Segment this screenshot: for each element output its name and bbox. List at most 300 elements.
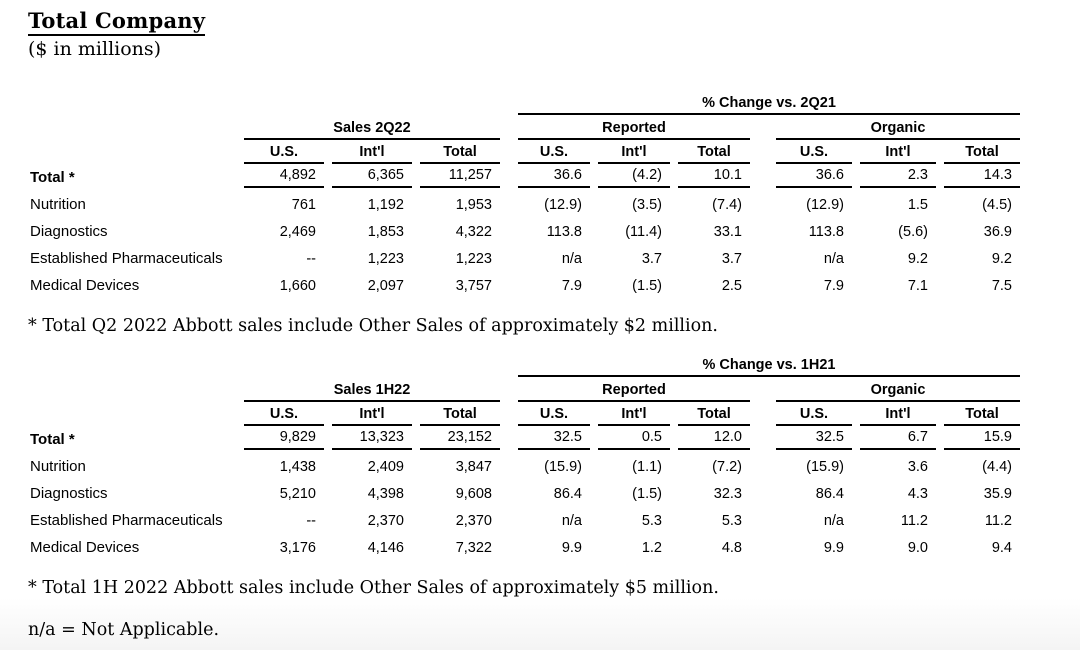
group-gap xyxy=(754,377,772,402)
group-gap xyxy=(504,453,514,480)
group-gap xyxy=(754,245,772,272)
group-gap xyxy=(754,115,772,140)
cell-value: 11,257 xyxy=(420,167,500,188)
cell-value: 32.5 xyxy=(518,429,590,450)
table-cell xyxy=(416,245,504,272)
table-cell xyxy=(772,453,856,480)
table-cell xyxy=(594,453,674,480)
table-cell xyxy=(240,245,328,272)
cell-value: 3.7 xyxy=(641,250,662,267)
footnote-q2-other-sales: * Total Q2 2022 Abbott sales include Other Sales of approximately $2 million. xyxy=(28,316,718,336)
cell-value: 23,152 xyxy=(420,429,500,450)
table-cell xyxy=(772,480,856,507)
cell-value: 3.7 xyxy=(721,250,742,267)
cell-value: 15.9 xyxy=(944,429,1020,450)
cell-value: (15.9) xyxy=(806,458,844,475)
row-label: Medical Devices xyxy=(30,277,140,294)
sales-table-1h22-grid xyxy=(30,356,1024,561)
group-gap xyxy=(754,480,772,507)
table-cell xyxy=(328,164,416,191)
table-cell xyxy=(856,191,940,218)
table-row xyxy=(30,507,1024,534)
cell-value: 0.5 xyxy=(598,429,670,450)
cell-value: 7.1 xyxy=(907,277,928,294)
column-header: Int'l xyxy=(598,406,670,426)
table-cell xyxy=(772,534,856,561)
cell-value: (3.5) xyxy=(632,196,662,213)
table-cell xyxy=(940,191,1024,218)
table-cell xyxy=(594,272,674,299)
footnote-1h-other-sales: * Total 1H 2022 Abbott sales include Other Sales of approximately $5 million. xyxy=(28,578,719,598)
table-cell xyxy=(594,426,674,453)
table-row xyxy=(30,164,1024,191)
table-row xyxy=(30,534,1024,561)
table-cell xyxy=(856,426,940,453)
group-gap xyxy=(754,164,772,191)
table-cell xyxy=(856,453,940,480)
table-cell xyxy=(772,402,856,426)
table-cell xyxy=(772,507,856,534)
row-label-spacer xyxy=(30,94,240,115)
cell-value: (1.5) xyxy=(632,277,662,294)
cell-value: (15.9) xyxy=(544,458,582,475)
group-gap xyxy=(754,272,772,299)
column-header: Total xyxy=(944,144,1020,164)
cell-value: (1.5) xyxy=(632,485,662,502)
cell-value: 11.2 xyxy=(900,512,928,529)
table-cell xyxy=(594,507,674,534)
cell-value: 2.5 xyxy=(721,277,742,294)
cell-value: 7.5 xyxy=(991,277,1012,294)
cell-value: 14.3 xyxy=(944,167,1020,188)
cell-value: (7.4) xyxy=(712,196,742,213)
cell-value: 4.8 xyxy=(721,539,742,556)
row-label-spacer xyxy=(30,115,240,140)
table-cell xyxy=(416,453,504,480)
row-label: Diagnostics xyxy=(30,223,108,240)
table-cell xyxy=(940,245,1024,272)
cell-value: 1,660 xyxy=(279,277,316,294)
cell-value: 2,097 xyxy=(367,277,404,294)
row-label: Diagnostics xyxy=(30,485,108,502)
group-gap xyxy=(504,480,514,507)
table-cell xyxy=(514,507,594,534)
cell-value: 1,223 xyxy=(455,250,492,267)
table-cell xyxy=(856,140,940,164)
row-label-cell xyxy=(30,164,240,191)
table-cell xyxy=(594,218,674,245)
table-cell xyxy=(674,272,754,299)
cell-value: (1.1) xyxy=(632,458,662,475)
table-cell xyxy=(856,534,940,561)
cell-value: 2,370 xyxy=(455,512,492,529)
column-header: Total xyxy=(420,406,500,426)
table-cell xyxy=(514,218,594,245)
change-vs-header: % Change vs. 2Q21 xyxy=(518,95,1020,115)
table-cell xyxy=(856,480,940,507)
cell-value: (12.9) xyxy=(544,196,582,213)
table-cell xyxy=(328,534,416,561)
cell-value: (4.5) xyxy=(982,196,1012,213)
column-header: U.S. xyxy=(518,144,590,164)
cell-value: 9.2 xyxy=(991,250,1012,267)
table-cell xyxy=(328,140,416,164)
cell-value: 1,223 xyxy=(367,250,404,267)
cell-value: 9.2 xyxy=(907,250,928,267)
cell-value: 13,323 xyxy=(332,429,412,450)
organic-group-header: Organic xyxy=(776,120,1020,140)
table-cell xyxy=(514,245,594,272)
cell-value: 10.1 xyxy=(678,167,750,188)
column-header: U.S. xyxy=(244,406,324,426)
cell-value: (4.4) xyxy=(982,458,1012,475)
cell-value: 9,829 xyxy=(244,429,324,450)
sales-table-2q22 xyxy=(30,94,1024,299)
table-cell xyxy=(674,480,754,507)
table-cell xyxy=(772,218,856,245)
cell-value: 32.3 xyxy=(713,485,742,502)
table-cell xyxy=(514,94,1024,115)
table-cell xyxy=(416,272,504,299)
table-row xyxy=(30,453,1024,480)
table-cell xyxy=(514,402,594,426)
table-cell xyxy=(856,507,940,534)
row-label-spacer xyxy=(30,356,240,377)
row-label: Medical Devices xyxy=(30,539,140,556)
cell-value: 113.8 xyxy=(808,223,844,240)
row-label-spacer xyxy=(30,377,240,402)
table-cell xyxy=(416,426,504,453)
cell-value: 113.8 xyxy=(546,223,582,240)
table-cell xyxy=(416,218,504,245)
group-gap xyxy=(504,272,514,299)
group-gap xyxy=(504,534,514,561)
table-cell xyxy=(856,402,940,426)
row-label-cell xyxy=(30,453,240,480)
cell-value: 2,370 xyxy=(367,512,404,529)
column-header: Total xyxy=(678,406,750,426)
table-cell xyxy=(772,272,856,299)
table-cell xyxy=(772,140,856,164)
table-cell xyxy=(674,218,754,245)
row-label-spacer xyxy=(30,140,240,164)
sales-period-header: Sales 1H22 xyxy=(244,382,500,402)
table-cell xyxy=(416,534,504,561)
group-gap xyxy=(754,140,772,164)
cell-value: 5.3 xyxy=(721,512,742,529)
table-cell xyxy=(772,245,856,272)
cell-value: 9.9 xyxy=(561,539,582,556)
table-cell xyxy=(240,426,328,453)
group-gap xyxy=(754,507,772,534)
table-cell xyxy=(674,453,754,480)
table-cell xyxy=(940,480,1024,507)
table-cell xyxy=(856,218,940,245)
table-cell xyxy=(328,272,416,299)
table-cell xyxy=(416,164,504,191)
page-subtitle: ($ in millions) xyxy=(28,38,162,60)
cell-value: 11.2 xyxy=(984,512,1012,529)
table-cell xyxy=(514,426,594,453)
table-cell xyxy=(328,191,416,218)
table-cell xyxy=(240,402,328,426)
cell-value: 36.6 xyxy=(776,167,852,188)
table-cell xyxy=(514,191,594,218)
cell-value: 9,608 xyxy=(455,485,492,502)
cell-value: 36.9 xyxy=(983,223,1012,240)
column-header: Int'l xyxy=(860,144,936,164)
table-cell xyxy=(594,245,674,272)
cell-value: 3.6 xyxy=(907,458,928,475)
row-label: Established Pharmaceuticals xyxy=(30,512,223,529)
table-cell xyxy=(940,164,1024,191)
cell-value: 33.1 xyxy=(713,223,742,240)
cell-value: (11.4) xyxy=(625,223,662,240)
sales-group-spacer xyxy=(240,94,504,115)
table-cell xyxy=(674,402,754,426)
table-cell xyxy=(328,453,416,480)
cell-value: 4,146 xyxy=(367,539,404,556)
table-cell xyxy=(856,245,940,272)
table-cell xyxy=(940,534,1024,561)
table-cell xyxy=(514,377,754,402)
table-cell xyxy=(594,402,674,426)
cell-value: (12.9) xyxy=(806,196,844,213)
column-header: Int'l xyxy=(860,406,936,426)
cell-value: 1,192 xyxy=(367,196,404,213)
cell-value: 86.4 xyxy=(815,485,844,502)
group-gap xyxy=(754,218,772,245)
table-cell xyxy=(772,191,856,218)
cell-value: 7.9 xyxy=(561,277,582,294)
cell-value: 32.5 xyxy=(776,429,852,450)
row-label-cell xyxy=(30,480,240,507)
table-row xyxy=(30,245,1024,272)
change-vs-header: % Change vs. 1H21 xyxy=(518,357,1020,377)
table-cell xyxy=(240,377,504,402)
table-cell xyxy=(328,426,416,453)
cell-value: n/a xyxy=(561,512,582,529)
cell-value: 4,892 xyxy=(244,167,324,188)
group-gap xyxy=(504,115,514,140)
column-header: U.S. xyxy=(244,144,324,164)
table-cell xyxy=(514,164,594,191)
column-header: U.S. xyxy=(776,406,852,426)
group-gap xyxy=(504,402,514,426)
organic-group-header: Organic xyxy=(776,382,1020,402)
table-cell xyxy=(240,115,504,140)
cell-value: 35.9 xyxy=(983,485,1012,502)
table-cell xyxy=(416,191,504,218)
table-cell xyxy=(594,164,674,191)
cell-value: n/a xyxy=(823,250,844,267)
sales-group-spacer xyxy=(240,356,504,377)
group-gap xyxy=(504,191,514,218)
table-cell xyxy=(674,534,754,561)
row-label: Total * xyxy=(30,169,75,186)
cell-value: 4,322 xyxy=(455,223,492,240)
cell-value: 5,210 xyxy=(279,485,316,502)
table-cell xyxy=(328,218,416,245)
cell-value: 7.9 xyxy=(823,277,844,294)
table-cell xyxy=(674,426,754,453)
table-cell xyxy=(674,140,754,164)
group-gap xyxy=(504,507,514,534)
cell-value: 3,757 xyxy=(455,277,492,294)
group-gap xyxy=(504,140,514,164)
column-header: Int'l xyxy=(332,144,412,164)
table-cell xyxy=(240,164,328,191)
cell-value: -- xyxy=(306,250,316,267)
group-gap xyxy=(754,426,772,453)
table-cell xyxy=(240,218,328,245)
table-cell xyxy=(514,534,594,561)
table-cell xyxy=(940,140,1024,164)
table-cell xyxy=(772,115,1024,140)
table-cell xyxy=(514,140,594,164)
row-label-cell xyxy=(30,191,240,218)
table-cell xyxy=(328,245,416,272)
cell-value: 12.0 xyxy=(678,429,750,450)
group-gap xyxy=(504,377,514,402)
row-label-cell xyxy=(30,507,240,534)
table-cell xyxy=(416,507,504,534)
row-label: Established Pharmaceuticals xyxy=(30,250,223,267)
cell-value: 9.9 xyxy=(823,539,844,556)
table-cell xyxy=(514,272,594,299)
reported-group-header: Reported xyxy=(518,120,750,140)
column-header: Int'l xyxy=(332,406,412,426)
sales-table-2q22-grid xyxy=(30,94,1024,299)
group-gap xyxy=(504,164,514,191)
sales-period-header: Sales 2Q22 xyxy=(244,120,500,140)
table-cell xyxy=(416,140,504,164)
cell-value: 9.4 xyxy=(991,539,1012,556)
table-cell xyxy=(328,507,416,534)
table-cell xyxy=(240,480,328,507)
column-header: Total xyxy=(944,406,1020,426)
table-cell xyxy=(514,453,594,480)
cell-value: 2,409 xyxy=(367,458,404,475)
table-row xyxy=(30,218,1024,245)
table-cell xyxy=(940,426,1024,453)
table-cell xyxy=(940,402,1024,426)
table-cell xyxy=(514,480,594,507)
cell-value: 5.3 xyxy=(641,512,662,529)
cell-value: (5.6) xyxy=(898,223,928,240)
column-header: Total xyxy=(420,144,500,164)
table-row xyxy=(30,191,1024,218)
table-cell xyxy=(328,402,416,426)
table-cell xyxy=(940,272,1024,299)
table-cell xyxy=(674,507,754,534)
row-label: Total * xyxy=(30,431,75,448)
group-gap xyxy=(504,94,514,115)
cell-value: 2,469 xyxy=(279,223,316,240)
group-gap xyxy=(754,402,772,426)
row-label-spacer xyxy=(30,402,240,426)
table-cell xyxy=(856,272,940,299)
table-cell xyxy=(772,164,856,191)
table-cell xyxy=(328,480,416,507)
table-cell xyxy=(594,480,674,507)
table-cell xyxy=(674,164,754,191)
cell-value: 4,398 xyxy=(367,485,404,502)
cell-value: 6.7 xyxy=(860,429,936,450)
group-gap xyxy=(504,218,514,245)
cell-value: 1.5 xyxy=(907,196,928,213)
table-cell xyxy=(240,453,328,480)
row-label-cell xyxy=(30,218,240,245)
na-definition-note: n/a = Not Applicable. xyxy=(28,620,220,640)
table-cell xyxy=(772,377,1024,402)
cell-value: n/a xyxy=(823,512,844,529)
table-cell xyxy=(416,480,504,507)
column-header: Int'l xyxy=(598,144,670,164)
table-cell xyxy=(674,245,754,272)
cell-value: 7,322 xyxy=(455,539,492,556)
cell-value: 3,847 xyxy=(455,458,492,475)
table-cell xyxy=(514,356,1024,377)
table-cell xyxy=(856,164,940,191)
page-title: Total Company xyxy=(28,8,205,36)
reported-group-header: Reported xyxy=(518,382,750,402)
table-cell xyxy=(594,191,674,218)
cell-value: 6,365 xyxy=(332,167,412,188)
table-cell xyxy=(240,507,328,534)
cell-value: 36.6 xyxy=(518,167,590,188)
group-gap xyxy=(504,426,514,453)
table-cell xyxy=(940,218,1024,245)
table-cell xyxy=(240,272,328,299)
table-cell xyxy=(240,140,328,164)
cell-value: 1,438 xyxy=(279,458,316,475)
table-cell xyxy=(416,402,504,426)
cell-value: 761 xyxy=(291,196,316,213)
group-gap xyxy=(754,453,772,480)
cell-value: 3,176 xyxy=(279,539,316,556)
table-row xyxy=(30,426,1024,453)
sales-table-1h22 xyxy=(30,356,1024,561)
table-row xyxy=(30,272,1024,299)
group-gap xyxy=(754,191,772,218)
cell-value: -- xyxy=(306,512,316,529)
group-gap xyxy=(504,356,514,377)
cell-value: n/a xyxy=(561,250,582,267)
cell-value: 1,953 xyxy=(455,196,492,213)
column-header: U.S. xyxy=(776,144,852,164)
row-label-cell xyxy=(30,245,240,272)
row-label-cell xyxy=(30,426,240,453)
row-label-cell xyxy=(30,534,240,561)
row-label: Nutrition xyxy=(30,458,86,475)
table-cell xyxy=(940,453,1024,480)
table-cell xyxy=(674,191,754,218)
table-cell xyxy=(594,534,674,561)
cell-value: 1,853 xyxy=(367,223,404,240)
table-cell xyxy=(772,426,856,453)
row-label-cell xyxy=(30,272,240,299)
column-header: U.S. xyxy=(518,406,590,426)
cell-value: 86.4 xyxy=(553,485,582,502)
row-label: Nutrition xyxy=(30,196,86,213)
cell-value: 2.3 xyxy=(860,167,936,188)
group-gap xyxy=(754,534,772,561)
column-header: Total xyxy=(678,144,750,164)
cell-value: 4.3 xyxy=(907,485,928,502)
table-cell xyxy=(240,534,328,561)
cell-value: 9.0 xyxy=(907,539,928,556)
